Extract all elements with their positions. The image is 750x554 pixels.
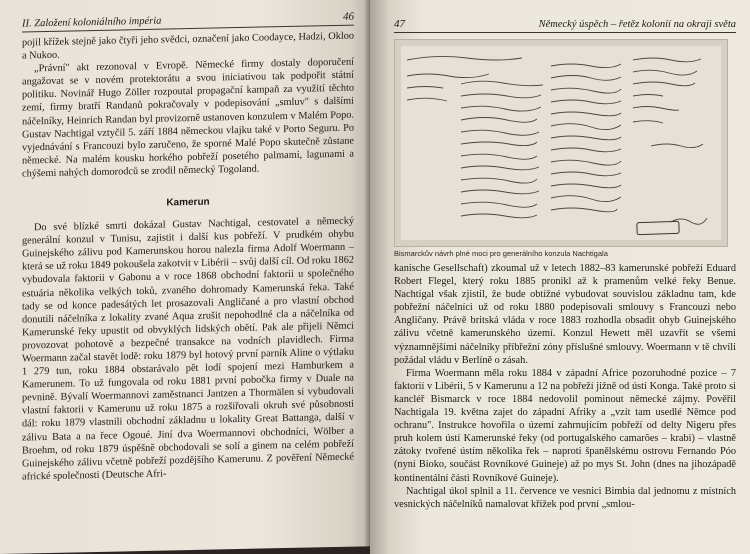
chapter-subtitle: Německý úspěch – řetěz kolonií na okraji světa	[538, 19, 736, 30]
paragraph: Firma Woermann měla roku 1884 v západní Africe pozoruhodné pozice – 7 faktorií v Libérii, 5 v Kamerunu a 12 na pobřeží jižně od ústí Konga. Také proto si kancléř Bismarck v roce 1884 nedovolil pominout německé zájmy. Pověřil Nachtigala 19. května zajet do západní Afriky a „vzít tam usedlé Němce pod ochranu". Instrukce hovořila o území zahrnujícím pobřeží od delty Nigeru přes pruh kolem ústí Kamerunské řeky (od portugalského camarões – krabi) – vlastně zátoky tvořené ústím několika řek – naproti španělskému ostrovu Fernando Póo (nyní Bioko, součást Rovníkové Guineje) až po mys St. John (dnes na jihozápadě kontinentální části Rovníkové Guineje).	[394, 367, 736, 484]
section-title: Kamerun	[166, 196, 210, 209]
paragraph: kanische Gesellschaft) zkoumal už v letech 1882–83 kamerunské pobřeží Eduard Robert Flegel, který roku 1885 pronikl až k pramenům velké řeky Benue. Nachtigal však zjistil, že bude obtížné vybudovat souvislou základnu tam, kde pobřežní náčelníci už od roku 1880 podepisovali smlouvy s Francouzi nebo Angličany. Právě britská vláda v roce 1883 rozhodla obsadit ohyb Guinejského zálivu včetně kamerunského území. Konzul Hewett měl uzavřít se všemi významnějšími náčelníky příbřežní zóny příslušné smlouvy. Woermann v tě chvíli požádal vládu v Berlíně o zásah.	[394, 263, 736, 366]
running-head-left	[22, 11, 354, 33]
paragraph: „Právní" akt rezonoval v Evropě. Německé firmy dostaly doporučení angažovat se v novém protektorátu a svou iniciativou tak podpořit státní politiku. Novinář Hugo Zöller rozpoutal propagační kampaň za využití těchto zemí, firmy bratří Randanů pokračovaly v podepisování „smluv" s dalšími náčelníky, Heinrich Randan byl provizorně ustanoven konzulem v Malém Popo. Gustav Nachtigal vztyčil 5. září 1884 německou vlajku také v Porto Seguru. Po vyjednávání s Francouzi bylo zaručeno, že sporné Malé Popo skutečně zůstane německé. Na malém kousku horkého pobřeží posetého palmami, lagunami a chýšemi nahých domorodců se zrodil německý Togoland.	[22, 56, 354, 180]
paragraph: pojil křížek stejně jako čtyři jeho svědci, označení jako Coodayce, Hadzi, Okloo a Nukoo.	[22, 30, 354, 62]
chapter-title: II. Založení koloniálního impéria	[22, 15, 162, 30]
page-number-left: 46	[343, 10, 354, 23]
left-body-top	[22, 30, 354, 181]
running-head-right	[394, 18, 736, 33]
document-scan	[401, 46, 721, 240]
right-page	[370, 0, 750, 554]
paragraph: Nachtigal úkol splnil a 11. července ve vesnici Bimbia dal jednomu z místních vesnických náčelníků namalovat křížek pod první „smlou-	[394, 485, 736, 510]
left-body-bottom	[22, 215, 354, 484]
right-body	[394, 262, 736, 511]
handwritten-document-image	[394, 39, 728, 247]
paragraph: Do své blízké smrti dokázal Gustav Nachtigal, cestovatel a německý generální konzul v Tunisu, zajistit i další kus pobřeží. V prudkém ohybu Guinejského zálivu pod Kamerunskou horou nalezla firma Adolf Woermann – která se už roku 1849 pokoušela zakotvit v Libérii – svůj další cíl. Od roku 1862 vybudovala faktorii v Gabonu a v roce 1868 obchodní faktorii u společného estuária několika velkých toků, zvaného dohromady Kamerunská řeka. Také tady se od konce padesátých let prosazovali Angličané a pro vlastní obchod donutili náčelníka z lokality zvané Aqua zrušit nepohodlné cla a náčelníka od Kamerunské řeky upustit od obvyklých lidských obětí. Pak ale přijeli Němci provozovat pohotově a bezpečné transakce na vodních plavidlech. Firma Woermann začal stavět lodě: roku 1879 byl hotový první parník Aline o výtlaku 1 279 tun, roku 1884 obstarávalo pět lodí spojení mezi Hamburkem a Kamerunem. To už fungovala od roku 1881 první pobočka firmy v Duale na pevnině. Bývalí Woermannovi zaměstnanci Jantzen a Thormälen si vybudovali vlastní faktorii v Kamerunu už roku 1875 a rozšiřovali okruh své působnosti dál: roku 1879 vlastnili obchodní základnu u lokality Great Battanga, další v zálivu Bata a na řece Ogoué. Jiní dva Woermannovi obchodníci, Wölber a Broehm, od roku 1879 úspěšně obchodovali se solí a ginem na celém pobřeží Guinejského zálivu včetně pobřeží pozdějšího Kamerunu. Z pověření Německé africké společnosti (Deutsche Afri-	[22, 215, 354, 483]
left-page	[0, 0, 372, 554]
figure-caption: Bismarckův návrh plné moci pro generálního konzula Nachtigala	[394, 249, 608, 258]
page-number-right: 47	[394, 18, 405, 30]
handwriting-illustration	[401, 46, 721, 240]
